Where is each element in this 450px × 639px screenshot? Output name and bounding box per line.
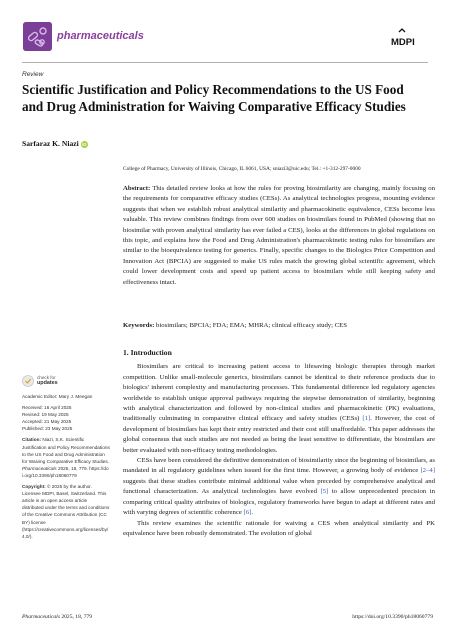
- date-revised: Revised: 19 May 2025: [22, 412, 69, 418]
- citation: [22, 436, 110, 479]
- copyright-label: Copyright:: [22, 484, 46, 490]
- date-accepted: Accepted: 21 May 2025: [22, 419, 72, 425]
- abstract: [123, 184, 435, 288]
- citation-doi[interactable]: https://doi.org/10.3390/ph18060779: [22, 465, 109, 478]
- paragraph-text: . However, the cost of development of biosimilars has kept their entry restricted and their cost still unaffordable. This paper addresses the global consensus that such studies are not needed as being the least sensitive to differentiate, the biosimilars are better evaluated with non-efficacy testing methodologies.: [123, 415, 435, 454]
- academic-editor: Academic Editor: Mary J. Meegan: [22, 394, 93, 399]
- section-title: 1. Introduction: [123, 348, 172, 357]
- article-title: Scientific Justification and Policy Recommendations to the US Food and Drug Administration for Waiving Comparative Efficacy Studies: [22, 82, 406, 114]
- copyright-text: © 2025 by the author. Licensee MDPI, Basel, Switzerland. This article is an open access article distributed under the terms and conditions of the Creative Commons Attribution (CC BY) license (https://creativecommons.org/licenses/by/4.0/).: [22, 484, 110, 539]
- article-sidebar: [22, 375, 110, 540]
- citation-text: Niazi, S.K. Scientific Justification and Policy Recommendations to the US Food and Drug Administration for Waiving Comparative Efficacy Studies.: [22, 437, 110, 464]
- author-name[interactable]: Sarfaraz K. Niazi: [22, 139, 79, 148]
- paragraph-1: [123, 362, 435, 456]
- header-rule: [22, 62, 428, 63]
- orcid-icon[interactable]: iD: [81, 141, 87, 147]
- paragraph-text: Biosimilars are critical to increasing patient access to lifesaving biologic therapies through market competition. Unlike small-molecule generics, biosimilars cannot be identical to their reference products due to biologics' inherent complexity and manufacturing processes. This fundamental difference led regulatory agencies worldwide to establish unique approval pathways requiring the stepwise demonstration of similarity, beginning with analytical characterization and followed by non-clinical studies and pharmacokinetic (PK) evaluations, traditionally culminating in comparative clinical efficacy and safety studies (CESs): [123, 363, 435, 423]
- affiliation: College of Pharmacy, University of Illinois, Chicago, IL 6061, USA; sniazi3@uic.edu; Tel.: +1-312-297-0000: [123, 166, 361, 172]
- footer-journal: Pharmaceuticals: [22, 614, 60, 620]
- citation-volume: 2025, 18, 779.: [57, 465, 88, 471]
- footer-volume: 2025, 18, 779: [61, 614, 93, 620]
- check-updates-icon: [22, 375, 34, 387]
- date-received: Received: 16 April 2025: [22, 405, 72, 411]
- check-updates-line2: updates: [37, 380, 58, 386]
- paragraph-text: CESs have been considered the definitive demonstration of biosimilarity since the beginning of biosimilars, as mandated in all regulatory guidelines when issued for the first time. However, a growing body of evidence: [123, 457, 435, 475]
- mdpi-logo: [390, 28, 428, 50]
- footer-citation: [22, 614, 92, 620]
- citation-label: Citation:: [22, 437, 42, 443]
- footer-doi[interactable]: https://doi.org/10.3390/ph18060779: [352, 614, 433, 620]
- keywords: [123, 321, 435, 331]
- journal-logo: [23, 22, 52, 51]
- abstract-text: This detailed review looks at how the rules for proving biosimilarity are changing, mainly focusing on the requirements for comparative efficacy studies (CESs). As analytical technologies progress, mounting evidence suggests that when we establish robust analytical similarity and pharmacokinetic equivalence, CESs become less valuable. This review combines findings from over 600 studies on biosimilars found in PubMed (showing that no biosimilar with proven analytical similarity has ever failed a CES), looks at the differences in global regulations on this topic, and explains how the Food and Drug Administration's pharmacokinetic testing rules for biosimilars are similar to the bioequivalence testing for generics. Finally, specific changes to the Biologics Price Competition and Innovation Act (BPCIA) are suggested to make US rules match the growing global scientific agreement, which could lower development costs and speed up patient access to biosimilars while still keeping safety and effectiveness intact.: [123, 185, 435, 286]
- citation-link[interactable]: [1]: [362, 415, 371, 423]
- svg-text:MDPI: MDPI: [391, 37, 415, 48]
- paragraph-text: to allow unprecedented precision in comparing critical quality attributes of biologics, regulatory frameworks have begun to adapt at different rates and with varying degrees of scientific coherence: [123, 488, 435, 517]
- citation-link[interactable]: [2–4]: [420, 467, 435, 475]
- paragraph-text: suggests that these studies contribute minimal additional value when preceded by comprehensive analytical and functional characterization. As analytical technologies have evolved: [123, 477, 435, 496]
- citation-link[interactable]: [6]: [243, 509, 252, 517]
- check-updates-line1: check for: [37, 375, 56, 381]
- paragraph-3: This review examines the scientific rationale for waiving a CES when analytical similarity and PK equivalence have been robustly demonstrated. The evolution of global: [123, 519, 435, 537]
- paragraph-2: [123, 456, 435, 518]
- copyright: [22, 483, 110, 540]
- paragraph-text: .: [251, 509, 254, 517]
- journal-name[interactable]: pharmaceuticals: [57, 30, 144, 42]
- abstract-label: Abstract:: [123, 185, 151, 192]
- keywords-text: biosimilars; BPCIA; FDA; EMA; MHRA; clinical efficacy study; CES: [156, 322, 348, 329]
- citation-journal: Pharmaceuticals: [22, 465, 57, 471]
- article-type: Review: [22, 71, 44, 78]
- date-published: Published: 23 May 2025: [22, 426, 73, 432]
- check-updates-badge[interactable]: [22, 375, 110, 387]
- citation-link[interactable]: [5]: [320, 488, 329, 496]
- keywords-label: Keywords:: [123, 322, 155, 329]
- author-line: [22, 139, 88, 148]
- article-body: [123, 348, 435, 539]
